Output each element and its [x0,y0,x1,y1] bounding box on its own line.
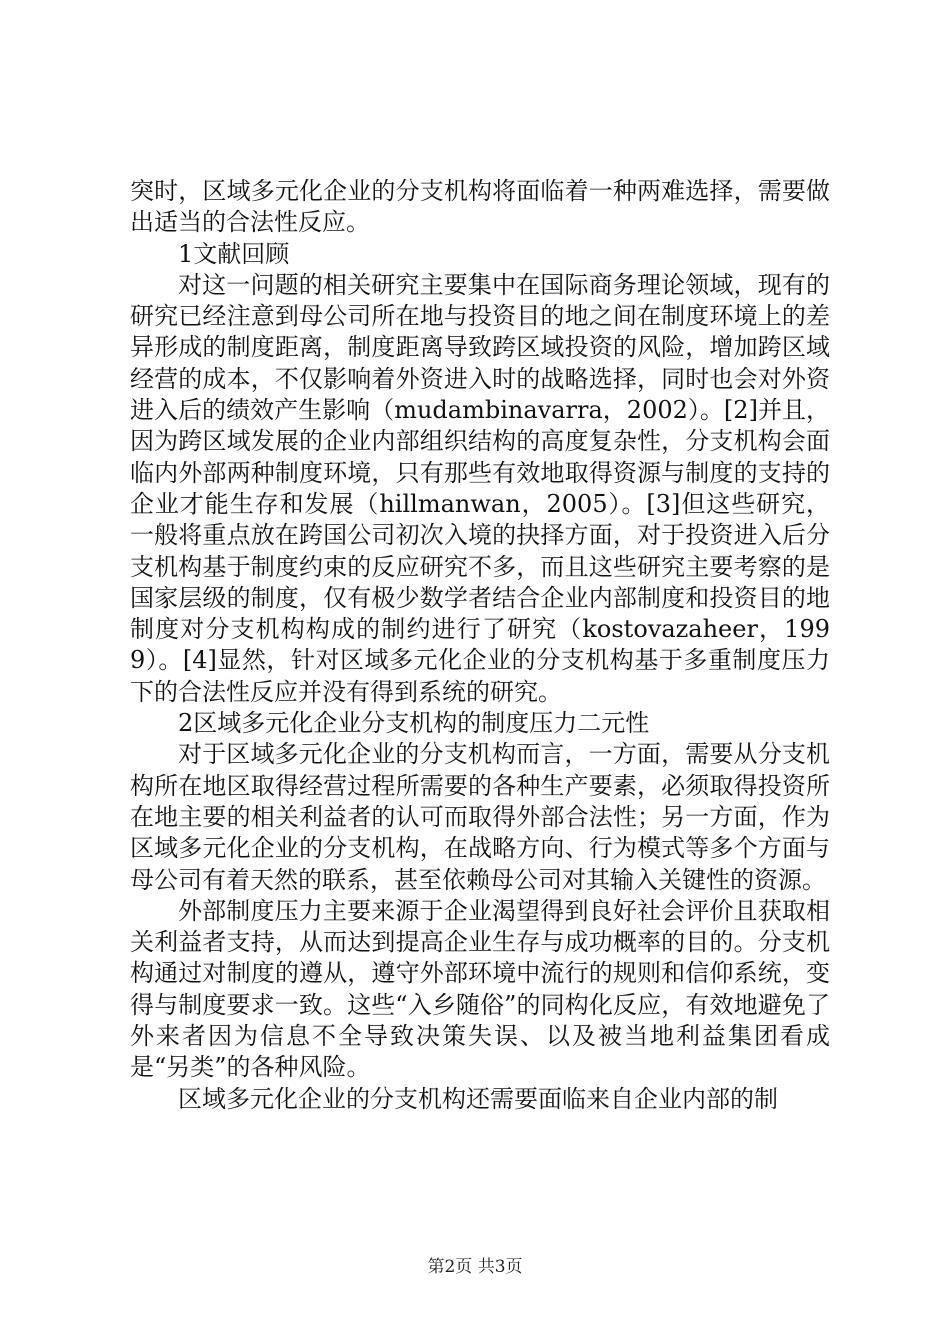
page-footer: 第2页 共3页 [427,1257,523,1277]
section-heading-1: 1文献回顾 [178,239,290,268]
section-heading-2: 2区域多元化企业分支机构的制度压力二元性 [178,709,650,738]
paragraph-duality: 对于区域多元化企业的分支机构而言，一方面，需要从分支机构所在地区取得经营过程所需要的各种生产要素，必须取得投资所在地主要的相关利益者的认可而取得外部合法性；另一方面，作为区域多元化企业的分支机构，在战略方向、行为模式等多个方面与母公司有着天然的联系，甚至依赖母公司对其输入关键性的资源。 [130,740,830,894]
paragraph-internal-pressure: 区域多元化企业的分支机构还需要面临来自企业内部的制 [178,1084,778,1113]
paragraph-1: 突时，区域多元化企业的分支机构将面临着一种两难选择，需要做出适当的合法性反应。 [130,177,830,237]
document-body [130,176,830,1115]
paragraph-literature-review: 对这一问题的相关研究主要集中在国际商务理论领域，现有的研究已经注意到母公司所在地与投资目的地之间在制度环境上的差异形成的制度距离，制度距离导致跨区域投资的风险，增加跨区域经营的成本，不仅影响着外资进入时的战略选择，同时也会对外资进入后的绩效产生影响（mudambinavarra，2002）。[2]并且，因为跨区域发展的企业内部组织结构的高度复杂性，分支机构会面临内外部两种制度环境，只有那些有效地取得资源与制度的支持的企业才能生存和发展（hillmanwan，2005）。[3]但这些研究，一般将重点放在跨国公司初次入境的抉择方面，对于投资进入后分支机构基于制度约束的反应研究不多，而且这些研究主要考察的是国家层级的制度，仅有极少数学者结合企业内部制度和投资目的地制度对分支机构构成的制约进行了研究（kostovazaheer，1999）。[4]显然，针对区域多元化企业的分支机构基于多重制度压力下的合法性反应并没有得到系统的研究。 [130,270,830,706]
paragraph-external-pressure: 外部制度压力主要来源于企业渴望得到良好社会评价且获取相关利益者支持，从而达到提高企业生存与成功概率的目的。分支机构通过对制度的遵从，遵守外部环境中流行的规则和信仰系统，变得与制度要求一致。这些“入乡随俗”的同构化反应，有效地避免了外来者因为信息不全导致决策失误、以及被当地利益集团看成是“另类”的各种风险。 [130,896,830,1082]
